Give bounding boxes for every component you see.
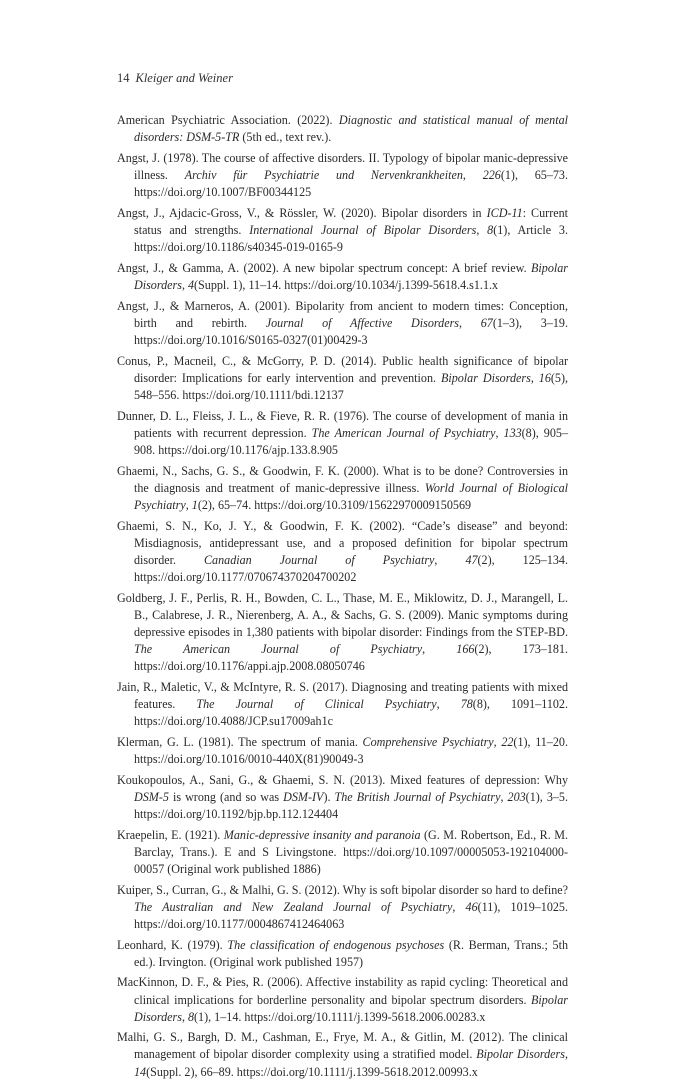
reference-entry <box>117 734 568 768</box>
reference-text: , <box>181 1009 188 1024</box>
reference-text: Ghaemi, S. N., Ko, J. Y., & Goodwin, F. K. (2002). “Cade’s disease” and beyond: Misdiagnosis, antidepressant use, and a proposed definition for bipolar spectrum disorder. <box>117 518 568 567</box>
reference-italic-text: The British Journal of Psychiatry <box>334 789 501 804</box>
reference-text: ). <box>323 789 335 804</box>
reference-italic-text: Bipolar Disorders <box>476 1047 565 1062</box>
reference-text: (1), Article 3. https://doi.org/10.1186/s40345-019-0165-9 <box>134 222 568 255</box>
reference-text: (R. Berman, Trans.; 5th ed.). Irvington. (Original work published 1957) <box>134 937 568 969</box>
reference-entry <box>117 772 568 823</box>
reference-italic-text: 16 <box>538 370 551 385</box>
reference-italic-text: 8 <box>187 1009 195 1024</box>
reference-entry <box>117 112 568 146</box>
reference-entry <box>117 518 568 586</box>
reference-text: (1), 3–5. https://doi.org/10.1192/bjp.bp.112.124404 <box>134 789 568 821</box>
reference-italic-text: 14 <box>134 1064 147 1079</box>
reference-italic-text: 4 <box>187 277 195 292</box>
reference-text: , <box>530 370 539 385</box>
reference-entry <box>117 937 568 971</box>
reference-text: , <box>436 696 461 711</box>
reference-text: (8), 905–908. https://doi.org/10.1176/ajp.133.8.905 <box>134 425 568 457</box>
reference-italic-text: Archiv für Psychiatrie und Nervenkrankheiten <box>184 167 463 182</box>
reference-text: (Suppl. 2), 66–89. https://doi.org/10.1111/j.1399-5618.2012.00993.x <box>146 1064 478 1079</box>
reference-text: (2), 65–74. https://doi.org/10.3109/15622970009150569 <box>197 497 472 512</box>
reference-italic-text: International Journal of Bipolar Disorders <box>249 222 477 237</box>
reference-italic-text: The American Journal of Psychiatry <box>134 641 423 656</box>
reference-text: (G. M. Robertson, Ed., R. M. Barclay, Trans.). E and S Livingstone. https://doi.org/10.1097/00005053-192104000-00057 (Original work published 1886) <box>134 827 568 876</box>
reference-italic-text: Diagnostic and statistical manual of mental disorders: DSM-5-TR <box>134 113 568 145</box>
reference-text: Conus, P., Macneil, C., & McGorry, P. D. (2014). Public health significance of bipolar disorder: Implications for early intervention and prevention. <box>117 353 568 385</box>
reference-entry <box>117 827 568 878</box>
reference-italic-text: The American Journal of Psychiatry <box>311 425 496 440</box>
reference-italic-text: 203 <box>507 789 526 804</box>
reference-italic-text: 133 <box>503 425 522 440</box>
reference-italic-text: The classification of endogenous psychoses <box>227 937 445 952</box>
reference-entry <box>117 408 568 459</box>
reference-text: , <box>185 497 192 512</box>
reference-text: (8), 1091–1102. https://doi.org/10.4088/JCP.su17009ah1c <box>134 696 569 728</box>
reference-list <box>117 112 568 1084</box>
reference-italic-text: World Journal of Biological Psychiatry <box>134 480 568 512</box>
running-head-authors: Kleiger and Weiner <box>135 71 233 85</box>
reference-italic-text: The Australian and New Zealand Journal of Psychiatry <box>134 899 453 914</box>
reference-italic-text: 1 <box>191 497 198 512</box>
reference-text: , <box>476 222 488 237</box>
reference-italic-text: 8 <box>487 222 494 237</box>
reference-italic-text: 78 <box>460 696 473 711</box>
reference-entry <box>117 150 568 201</box>
reference-entry <box>117 974 568 1025</box>
reference-text: Klerman, G. L. (1981). The spectrum of mania. <box>117 734 363 749</box>
reference-italic-text: Manic-depressive insanity and paranoia <box>223 827 421 842</box>
reference-entry <box>117 1029 568 1080</box>
reference-italic-text: ICD-11 <box>486 205 523 220</box>
reference-text: , <box>458 315 481 330</box>
reference-text: Malhi, G. S., Bargh, D. M., Cashman, E., Frye, M. A., & Gitlin, M. (2012). The clinical management of bipolar disorder complexity using a stratified model. <box>117 1030 568 1062</box>
reference-entry <box>117 882 568 933</box>
reference-text: (11), 1019–1025. https://doi.org/10.1177/0004867412464063 <box>134 899 568 931</box>
reference-italic-text: Canadian Journal of Psychiatry <box>203 552 435 567</box>
reference-italic-text: 226 <box>482 167 501 182</box>
reference-text: Dunner, D. L., Fleiss, J. L., & Fieve, R. R. (1976). The course of development of mania in patients with recurrent depression. <box>117 408 568 440</box>
reference-text: Angst, J., & Gamma, A. (2002). A new bipolar spectrum concept: A brief review. <box>117 260 532 275</box>
reference-italic-text: DSM-5 <box>134 789 169 804</box>
reference-text: Angst, J., Ajdacic-Gross, V., & Rössler, W. (2020). Bipolar disorders in <box>117 205 487 220</box>
reference-text: (1), 65–73. https://doi.org/10.1007/BF00344125 <box>134 167 568 200</box>
page-number: 14 <box>117 71 130 85</box>
reference-text: Jain, R., Maletic, V., & McIntyre, R. S. (2017). Diagnosing and treating patients with mixed features. <box>117 679 568 711</box>
reference-text: (2), 125–134. https://doi.org/10.1177/070674370204700202 <box>134 552 568 584</box>
reference-entry <box>117 679 568 730</box>
reference-text: Kraepelin, E. (1921). <box>117 827 224 842</box>
reference-text: Goldberg, J. F., Perlis, R. H., Bowden, C. L., Thase, M. E., Miklowitz, D. J., Marangell, L. B., Calabrese, J. R., Nierenberg, A. A., & Sachs, G. S. (2009). Manic symptoms during depressive episodes in 1,380 patients with bipolar disorder: Findings from the STEP-BD. <box>117 590 568 639</box>
reference-text: , <box>434 552 466 567</box>
reference-text: (5th ed., text rev.). <box>239 130 332 145</box>
reference-text: American Psychiatric Association. (2022). <box>117 113 339 127</box>
reference-text: (1–3), 3–19. https://doi.org/10.1016/S0165-0327(01)00429-3 <box>134 315 569 347</box>
running-head <box>117 70 233 86</box>
reference-text: , <box>495 425 504 440</box>
reference-italic-text: DSM-IV <box>283 789 324 804</box>
reference-text: (1), 11–20. https://doi.org/10.1016/0010-440X(81)90049-3 <box>134 734 569 766</box>
reference-text: is wrong (and so was <box>168 789 284 804</box>
reference-italic-text: 166 <box>456 641 475 656</box>
reference-text: , <box>500 789 508 804</box>
reference-text: , <box>564 1047 568 1062</box>
reference-text: , <box>493 734 502 749</box>
reference-text: Ghaemi, N., Sachs, G. S., & Goodwin, F. K. (2000). What is to be done? Controversies in the diagnosis and treatment of manic-depressive illness. <box>117 463 568 495</box>
reference-italic-text: The Journal of Clinical Psychiatry <box>196 696 437 711</box>
reference-entry <box>117 298 568 349</box>
reference-text: Koukopoulos, A., Sani, G., & Ghaemi, S. N. (2013). Mixed features of depression: Why <box>117 772 568 787</box>
reference-text: , <box>181 277 188 292</box>
reference-italic-text: Bipolar Disorders <box>134 260 568 292</box>
reference-text: (5), 548–556. https://doi.org/10.1111/bdi.12137 <box>134 370 568 402</box>
reference-italic-text: 47 <box>465 552 478 567</box>
reference-text: (2), 173–181. https://doi.org/10.1176/appi.ajp.2008.08050746 <box>134 641 569 673</box>
reference-text: Angst, J., & Marneros, A. (2001). Bipolarity from ancient to modern times: Conception, birth and rebirth. <box>117 298 568 330</box>
reference-text: (1), 1–14. https://doi.org/10.1111/j.1399-5618.2006.00283.x <box>194 1009 486 1024</box>
reference-entry <box>117 463 568 514</box>
reference-text: MacKinnon, D. F., & Pies, R. (2006). Affective instability as rapid cycling: Theoretical and clinical implications for borderline personality and bipolar spectrum disorders. <box>117 975 568 1007</box>
reference-text: , <box>452 899 466 914</box>
reference-text: Leonhard, K. (1979). <box>117 937 228 952</box>
reference-italic-text: Comprehensive Psychiatry <box>362 734 494 749</box>
reference-text: : Current status and strengths. <box>134 205 569 237</box>
reference-entry <box>117 590 568 675</box>
reference-text: , <box>462 167 483 182</box>
reference-text: (Suppl. 1), 11–14. https://doi.org/10.1034/j.1399-5618.4.s1.1.x <box>194 277 499 292</box>
reference-italic-text: 67 <box>480 315 493 330</box>
reference-italic-text: Journal of Affective Disorders <box>265 315 459 330</box>
reference-text: Kuiper, S., Curran, G., & Malhi, G. S. (2012). Why is soft bipolar disorder so hard to define? <box>117 882 568 897</box>
reference-text: Angst, J. (1978). The course of affective disorders. II. Typology of bipolar manic-depressive illness. <box>117 150 568 182</box>
reference-text: , <box>422 641 457 656</box>
reference-entry <box>117 260 568 294</box>
reference-entry <box>117 353 568 404</box>
reference-entry <box>117 205 568 256</box>
reference-italic-text: Bipolar Disorders <box>440 370 531 385</box>
reference-italic-text: 46 <box>465 899 478 914</box>
reference-italic-text: Bipolar Disorders <box>134 992 568 1024</box>
reference-italic-text: 22 <box>501 734 514 749</box>
